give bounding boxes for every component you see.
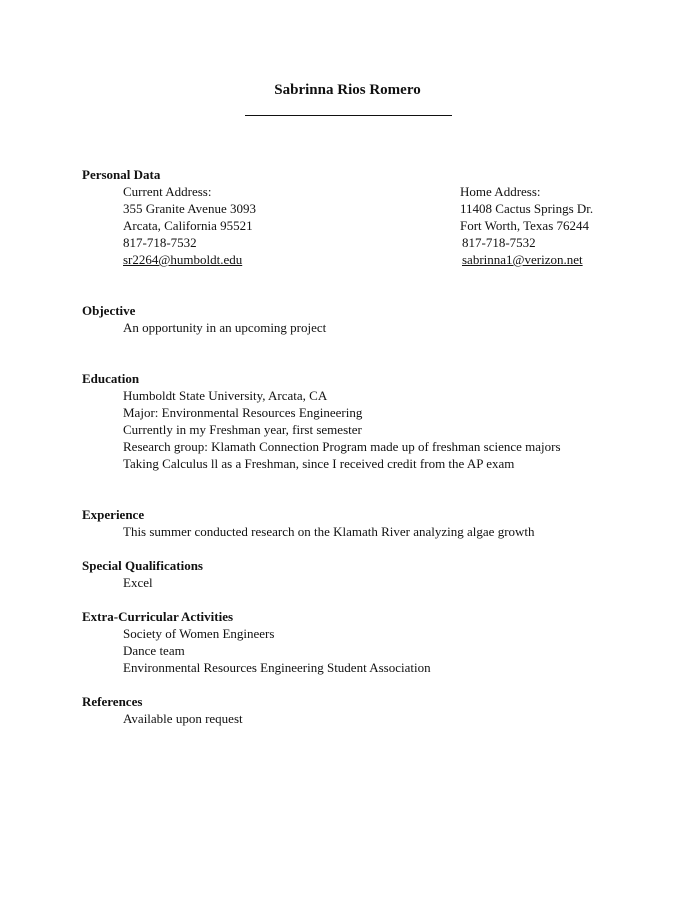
personal-data-heading: Personal Data (82, 167, 161, 182)
activity-line: Environmental Resources Engineering Student Association (123, 660, 431, 675)
section-references (82, 693, 243, 727)
current-address-block (123, 183, 256, 268)
current-email-link[interactable]: sr2264@humboldt.edu (123, 252, 243, 267)
education-line: Currently in my Freshman year, first semester (123, 422, 362, 437)
home-address-city: Fort Worth, Texas 76244 (460, 218, 590, 233)
objective-heading: Objective (82, 303, 136, 318)
activity-line: Society of Women Engineers (123, 626, 275, 641)
current-address-city: Arcata, California 95521 (123, 218, 253, 233)
references-heading: References (82, 694, 143, 709)
name-underline (245, 115, 452, 116)
section-personal-data (82, 166, 642, 268)
home-phone: 817-718-7532 (462, 235, 536, 250)
current-phone: 817-718-7532 (123, 235, 197, 250)
current-address-label: Current Address: (123, 184, 212, 199)
section-education (82, 370, 561, 472)
section-objective (82, 302, 326, 336)
education-heading: Education (82, 371, 140, 386)
section-special-qualifications (82, 557, 203, 591)
current-address-street: 355 Granite Avenue 3093 (123, 201, 256, 216)
experience-heading: Experience (82, 507, 145, 522)
home-email-link[interactable]: sabrinna1@verizon.net (462, 252, 583, 267)
home-address-label: Home Address: (460, 184, 541, 199)
address-columns (82, 183, 642, 268)
education-line: Taking Calculus ll as a Freshman, since I received credit from the AP exam (123, 456, 515, 471)
resume-name: Sabrinna Rios Romero (274, 82, 421, 98)
section-extra-curricular (82, 608, 431, 676)
home-address-street: 11408 Cactus Springs Dr. (460, 201, 594, 216)
education-line: Research group: Klamath Connection Program made up of freshman science majors (123, 439, 561, 454)
activities-heading: Extra-Curricular Activities (82, 609, 234, 624)
section-experience (82, 506, 535, 540)
education-line: Major: Environmental Resources Engineering (123, 405, 363, 420)
activity-line: Dance team (123, 643, 185, 658)
qualifications-heading: Special Qualifications (82, 558, 203, 573)
education-line: Humboldt State University, Arcata, CA (123, 388, 328, 403)
references-line: Available upon request (123, 711, 243, 726)
experience-line: This summer conducted research on the Klamath River analyzing algae growth (123, 524, 535, 539)
home-address-block (460, 183, 593, 268)
qualification-line: Excel (123, 575, 153, 590)
objective-line: An opportunity in an upcoming project (123, 320, 327, 335)
